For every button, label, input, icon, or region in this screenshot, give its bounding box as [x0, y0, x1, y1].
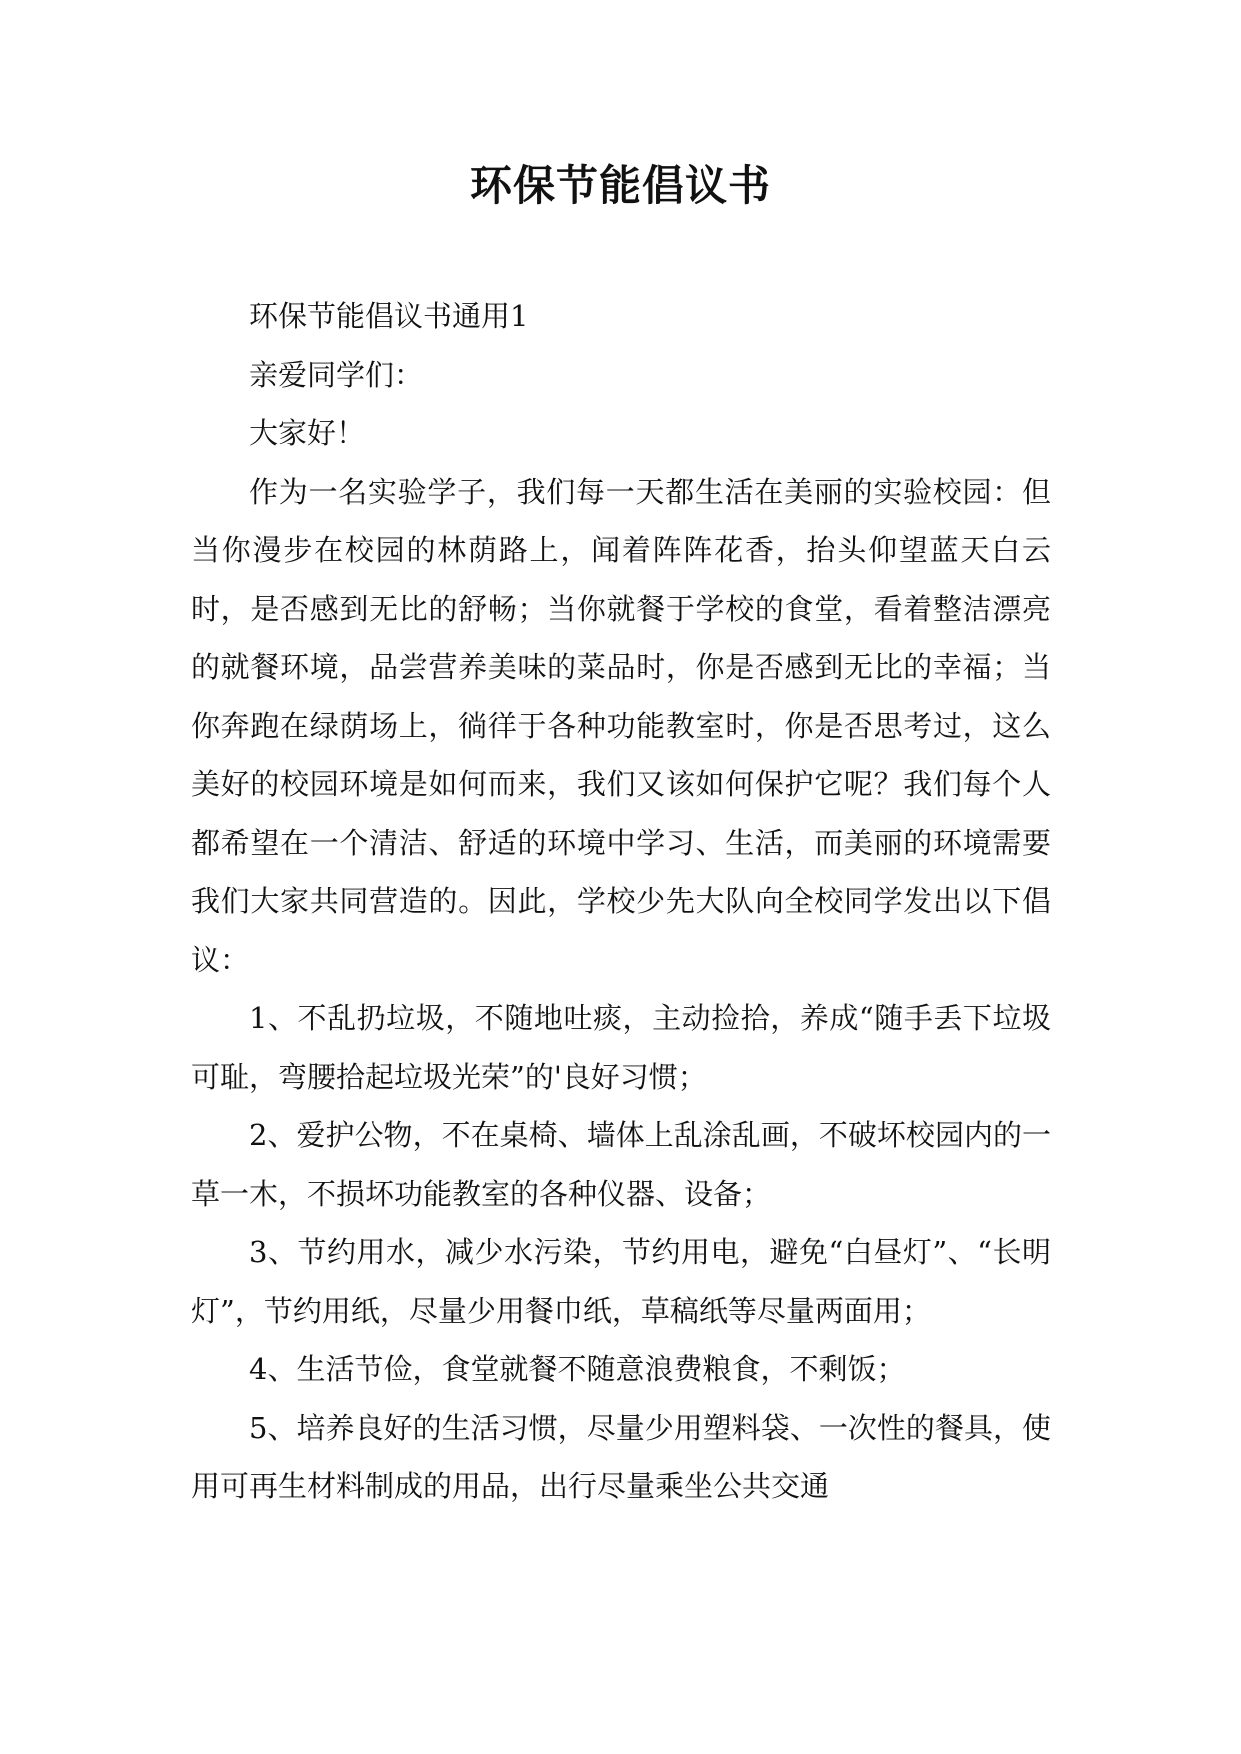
proposal-item-4: 4、生活节俭，食堂就餐不随意浪费粮食，不剩饭；: [249, 1352, 906, 1386]
proposal-item-3: 3、节约用水，减少水污染，节约用电，避免“白昼灯”、“长明灯”，节约用纸，尽量少用餐巾纸，草稿纸等尽量两面用；: [191, 1235, 1051, 1328]
document-title: 环保节能倡议书: [469, 161, 771, 210]
salutation-line: 大家好！: [249, 416, 366, 450]
document-body: [191, 287, 1051, 1516]
greeting-line: 亲爱同学们：: [249, 357, 424, 392]
proposal-item-1: 1、不乱扔垃圾，不随地吐痰，主动捡拾，养成“随手丢下垃圾可耻，弯腰拾起垃圾光荣”的'良好习惯；: [191, 1001, 1051, 1094]
proposal-item-5: 5、培养良好的生活习惯，尽量少用塑料袋、一次性的餐具，使用可再生材料制成的用品，出行尽量乘坐公共交通: [191, 1410, 1051, 1503]
intro-paragraph: 作为一名实验学子，我们每一天都生活在美丽的实验校园：但当你漫步在校园的林荫路上，闻着阵阵花香，抬头仰望蓝天白云时，是否感到无比的舒畅；当你就餐于学校的食堂，看着整洁漂亮的就餐环境，品尝营养美味的菜品时，你是否感到无比的幸福；当你奔跑在绿荫场上，徜徉于各种功能教室时，你是否思考过，这么美好的校园环境是如何而来，我们又该如何保护它呢？我们每个人都希望在一个清洁、舒适的环境中学习、生活，而美丽的环境需要我们大家共同营造的。因此，学校少先大队向全校同学发出以下倡议：: [191, 474, 1051, 977]
subtitle-line: 环保节能倡议书通用1: [249, 299, 529, 333]
proposal-item-2: 2、爱护公物，不在桌椅、墙体上乱涂乱画，不破坏校园内的一草一木，不损坏功能教室的各种仪器、设备；: [191, 1118, 1051, 1211]
